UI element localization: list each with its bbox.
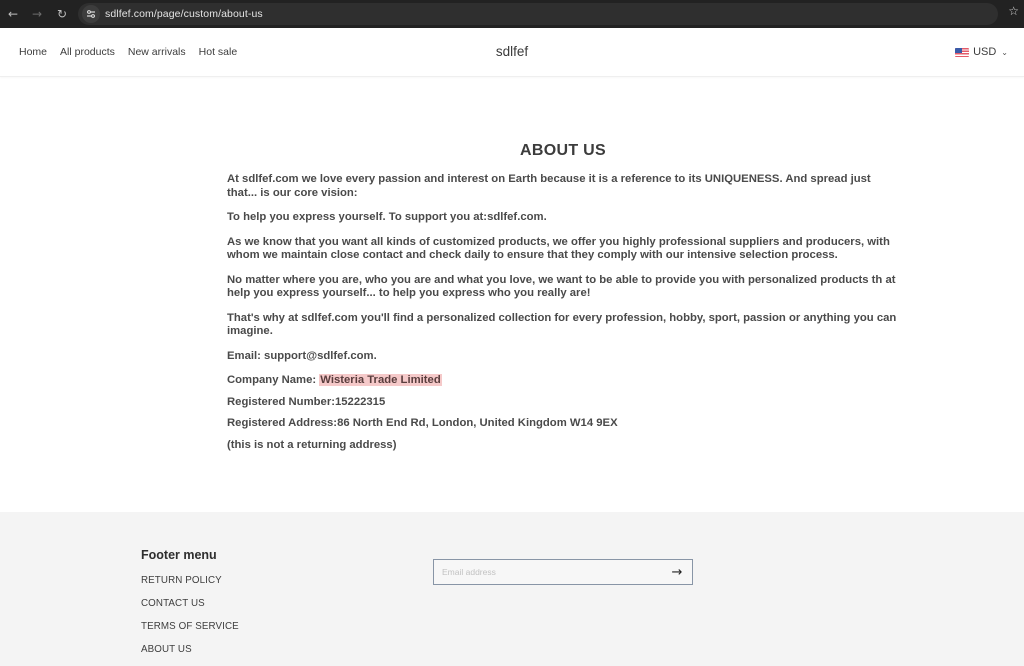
arrow-right-icon[interactable]: → [671, 564, 683, 580]
store-header [0, 28, 1024, 77]
brand-logo[interactable]: sdlfef [495, 44, 529, 59]
reload-icon[interactable]: ↻ [56, 7, 68, 21]
nav-hot-sale[interactable]: Hot sale [198, 46, 238, 58]
back-arrow-icon[interactable]: ← [7, 7, 19, 21]
footer-link-return-policy[interactable]: RETURN POLICY [141, 575, 222, 586]
footer-menu-title: Footer menu [141, 548, 217, 562]
newsletter-form [433, 559, 693, 585]
nav-home[interactable]: Home [19, 46, 48, 58]
chevron-down-icon: ⌄ [1001, 47, 1008, 57]
bookmark-star-icon[interactable]: ☆ [1008, 4, 1019, 18]
company-name-highlighted: Wisteria Trade Limited [320, 374, 441, 386]
paragraph-suppliers: As we know that you want all kinds of customized products, we offer you highly professional suppliers and producers, with whom we maintain close contact and check daily to ensure that they comply with our intensive selection process. [227, 235, 890, 261]
nav-all-products[interactable]: All products [60, 46, 115, 58]
page-title: ABOUT US [520, 142, 606, 159]
footer-link-contact-us[interactable]: CONTACT US [141, 598, 205, 609]
nav-new-arrivals[interactable]: New arrivals [127, 46, 186, 58]
url-text[interactable]: sdlfef.com/page/custom/about-us [105, 8, 263, 20]
footer-menu [141, 575, 239, 666]
registered-number: Registered Number:15222315 [227, 395, 386, 408]
company-name-label: Company Name: [227, 374, 320, 386]
paragraph-support: To help you express yourself. To support you at:sdlfef.com. [227, 211, 547, 223]
paragraph-intro: At sdlfef.com we love every passion and interest on Earth because it is a reference to its UNIQUENESS. And spread just that... is our core vision: [227, 173, 871, 199]
paragraph-collection: That's why at sdlfef.com you'll find a personalized collection for every profession, hobby, sport, passion or anything you can imagine. [227, 311, 897, 337]
address-note: (this is not a returning address) [227, 438, 397, 451]
footer-link-terms-of-service[interactable]: TERMS OF SERVICE [141, 621, 239, 632]
site-info-icon[interactable] [82, 5, 100, 23]
contact-email: Email: support@sdlfef.com. [227, 349, 377, 362]
footer-link-about-us[interactable]: ABOUT US [141, 644, 192, 655]
browser-toolbar [0, 0, 1024, 28]
company-name-line [227, 374, 899, 388]
currency-selector[interactable] [955, 46, 1008, 58]
main-nav [19, 46, 237, 58]
newsletter-email-input[interactable] [434, 560, 664, 584]
forward-arrow-icon[interactable]: → [31, 7, 43, 21]
about-content [227, 142, 899, 460]
currency-code: USD [973, 46, 997, 58]
us-flag-icon [955, 48, 969, 57]
registered-address: Registered Address:86 North End Rd, London, United Kingdom W14 9EX [227, 417, 618, 429]
paragraph-personalized: No matter where you are, who you are and what you love, we want to be able to provide you with personalized products th at help you express yourself... to help you express who you really are! [227, 273, 896, 299]
address-bar[interactable] [78, 3, 998, 25]
site-footer [0, 512, 1024, 666]
